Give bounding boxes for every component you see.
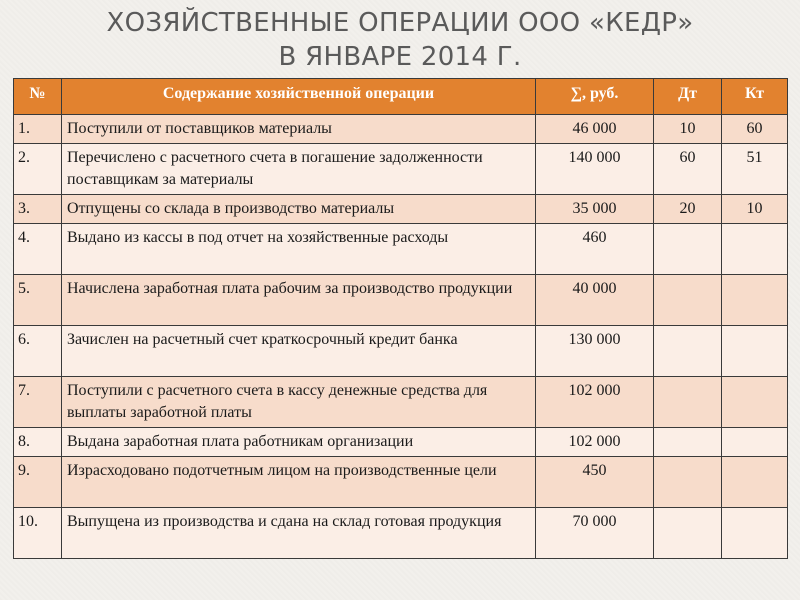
cell-debit — [654, 428, 722, 457]
cell-number: 1. — [14, 115, 62, 144]
table-row — [14, 428, 788, 457]
cell-credit: 60 — [722, 115, 788, 144]
cell-sum: 140 000 — [536, 144, 654, 195]
cell-sum: 40 000 — [536, 275, 654, 326]
table-row — [14, 377, 788, 428]
header-number: № — [14, 79, 62, 115]
cell-debit — [654, 275, 722, 326]
slide-title — [0, 6, 800, 74]
table-row — [14, 195, 788, 224]
cell-sum: 46 000 — [536, 115, 654, 144]
cell-description: Поступили от поставщиков материалы — [62, 115, 536, 144]
cell-sum: 102 000 — [536, 377, 654, 428]
cell-number: 10. — [14, 508, 62, 559]
cell-sum: 102 000 — [536, 428, 654, 457]
cell-debit — [654, 508, 722, 559]
cell-debit — [654, 457, 722, 508]
cell-credit — [722, 508, 788, 559]
cell-credit: 51 — [722, 144, 788, 195]
cell-debit — [654, 377, 722, 428]
cell-credit — [722, 377, 788, 428]
cell-number: 3. — [14, 195, 62, 224]
table-row — [14, 115, 788, 144]
cell-description: Отпущены со склада в производство материалы — [62, 195, 536, 224]
cell-credit — [722, 275, 788, 326]
header-description: Содержание хозяйственной операции — [62, 79, 536, 115]
table-row — [14, 275, 788, 326]
table-header-row — [14, 79, 788, 115]
cell-number: 8. — [14, 428, 62, 457]
header-sum: ∑, руб. — [536, 79, 654, 115]
cell-number: 2. — [14, 144, 62, 195]
cell-description: Зачислен на расчетный счет краткосрочный кредит банка — [62, 326, 536, 377]
cell-sum: 70 000 — [536, 508, 654, 559]
table-row — [14, 144, 788, 195]
cell-description: Перечислено с расчетного счета в погашение задолженности поставщикам за материалы — [62, 144, 536, 195]
cell-debit — [654, 224, 722, 275]
cell-description: Израсходовано подотчетным лицом на производственные цели — [62, 457, 536, 508]
title-line-2: В ЯНВАРЕ 2014 Г. — [278, 42, 522, 72]
cell-number: 5. — [14, 275, 62, 326]
cell-credit — [722, 224, 788, 275]
table-row — [14, 508, 788, 559]
cell-description: Выдана заработная плата работникам организации — [62, 428, 536, 457]
cell-credit: 10 — [722, 195, 788, 224]
cell-number: 7. — [14, 377, 62, 428]
header-debit: Дт — [654, 79, 722, 115]
cell-description: Поступили с расчетного счета в кассу денежные средства для выплаты заработной платы — [62, 377, 536, 428]
operations-table-container — [13, 78, 787, 559]
header-credit: Кт — [722, 79, 788, 115]
cell-description: Выдано из кассы в под отчет на хозяйственные расходы — [62, 224, 536, 275]
cell-credit — [722, 457, 788, 508]
cell-number: 9. — [14, 457, 62, 508]
cell-credit — [722, 428, 788, 457]
cell-description: Выпущена из производства и сдана на склад готовая продукция — [62, 508, 536, 559]
table-row — [14, 457, 788, 508]
cell-credit — [722, 326, 788, 377]
cell-number: 6. — [14, 326, 62, 377]
cell-debit: 10 — [654, 115, 722, 144]
cell-sum: 460 — [536, 224, 654, 275]
cell-debit: 60 — [654, 144, 722, 195]
cell-description: Начислена заработная плата рабочим за производство продукции — [62, 275, 536, 326]
cell-sum: 35 000 — [536, 195, 654, 224]
title-line-1: ХОЗЯЙСТВЕННЫЕ ОПЕРАЦИИ ООО «КЕДР» — [106, 8, 694, 38]
cell-sum: 130 000 — [536, 326, 654, 377]
cell-sum: 450 — [536, 457, 654, 508]
table-row — [14, 326, 788, 377]
cell-debit: 20 — [654, 195, 722, 224]
cell-number: 4. — [14, 224, 62, 275]
table-row — [14, 224, 788, 275]
cell-debit — [654, 326, 722, 377]
operations-table — [13, 78, 788, 559]
